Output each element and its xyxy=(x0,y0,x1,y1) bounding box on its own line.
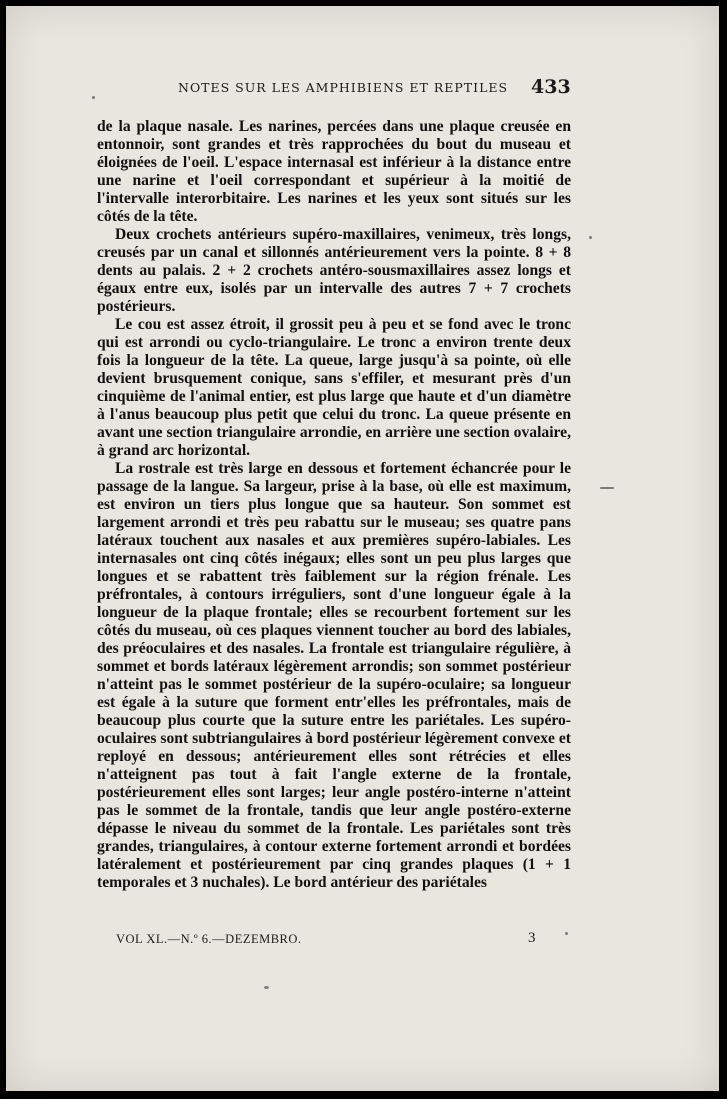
body-text xyxy=(97,118,571,892)
scan-speck xyxy=(589,236,592,239)
page-number: 433 xyxy=(531,76,571,98)
paragraph: Le cou est assez étroit, il grossit peu à peu et se fond avec le tronc qui est arrondi ou cyclo-triangulaire. Le tronc a environ trente deux fois la longueur de la tête. La queue, large jusqu'à sa pointe, où elle devient brusquement conique, sans s'effiler, et mesurant près d'un cinquième de l'animal entier, est plus large que haute et d'un diamètre à l'anus beaucoup plus petit que celui du tronc. La queue présente en avant une section triangulaire arrondie, en arrière une section ovalaire, à grand arc horizontal. xyxy=(97,316,571,459)
page-header xyxy=(0,78,727,102)
scan-speck xyxy=(565,932,568,935)
signature-line: VOL XL.—N.º 6.—DEZEMBRO. xyxy=(116,932,302,946)
running-title: NOTES SUR LES AMPHIBIENS ET REPTILES xyxy=(178,80,509,95)
scan-speck xyxy=(264,986,269,989)
scan-speck xyxy=(600,487,614,489)
paragraph: de la plaque nasale. Les narines, percées dans une plaque creusée en entonnoir, sont grandes et très rapprochées du bout du museau et éloignées de l'oeil. L'espace internasal est inférieur à la distance entre une narine et l'oeil correspondant et supérieur à la moitié de l'intervalle interorbitaire. Les narines et les yeux sont situés sur les côtés de la tête. xyxy=(97,118,571,225)
paragraph: La rostrale est très large en dessous et fortement échancrée pour le passage de la langue. Sa largeur, prise à la base, où elle est maximum, est environ un tiers plus longue que sa hauteur. Son sommet est largement arrondi et très peu rabattu sur le museau; ses quatre pans latéraux touchent aux nasales et aux premières supéro-labiales. Les internasales ont cinq côtés inégaux; elles sont un peu plus larges que longues et se rabattent très faiblement sur la région frénale. Les préfrontales, à contours irréguliers, sont d'une longueur égale à la longueur de la plaque frontale; elles se recourbent fortement sur les côtés du museau, où ces plaques viennent toucher au bord des labiales, des préoculaires et des nasales. La frontale est triangulaire régulière, à sommet et bords latéraux légèrement arrondis; son sommet postérieur n'atteint pas le sommet postérieur de la supéro-oculaire; sa longueur est égale à la suture que forment entr'elles les préfrontales, mais de beaucoup plus courte que la suture entre les pariétales. Les supéro-oculaires sont subtriangulaires à bord postérieur légèrement convexe et reployé en dessous; antérieurement elles sont rétrécies et elles n'atteignent pas tout à fait l'angle externe de la frontale, postérieurement elles sont larges; leur angle postéro-interne n'atteint pas le sommet de la frontale, tandis que leur angle postéro-externe dépasse le niveau du sommet de la frontale. Les pariétales sont très grandes, triangulaires, à contour externe fortement arrondi et bordées latéralement et postérieurement par cinq grandes plaques (1 + 1 temporales et 3 nuchales). Le bord antérieur des pariétales xyxy=(97,460,571,891)
signature-mark: 3 xyxy=(528,930,536,946)
paragraph: Deux crochets antérieurs supéro-maxillaires, venimeux, très longs, creusés par un canal et sillonnés antérieurement vers la pointe. 8 + 8 dents au palais. 2 + 2 crochets antéro-sousmaxillaires assez longs et égaux entre eux, isolés par un intervalle des autres 7 + 7 crochets postérieurs. xyxy=(97,226,571,315)
